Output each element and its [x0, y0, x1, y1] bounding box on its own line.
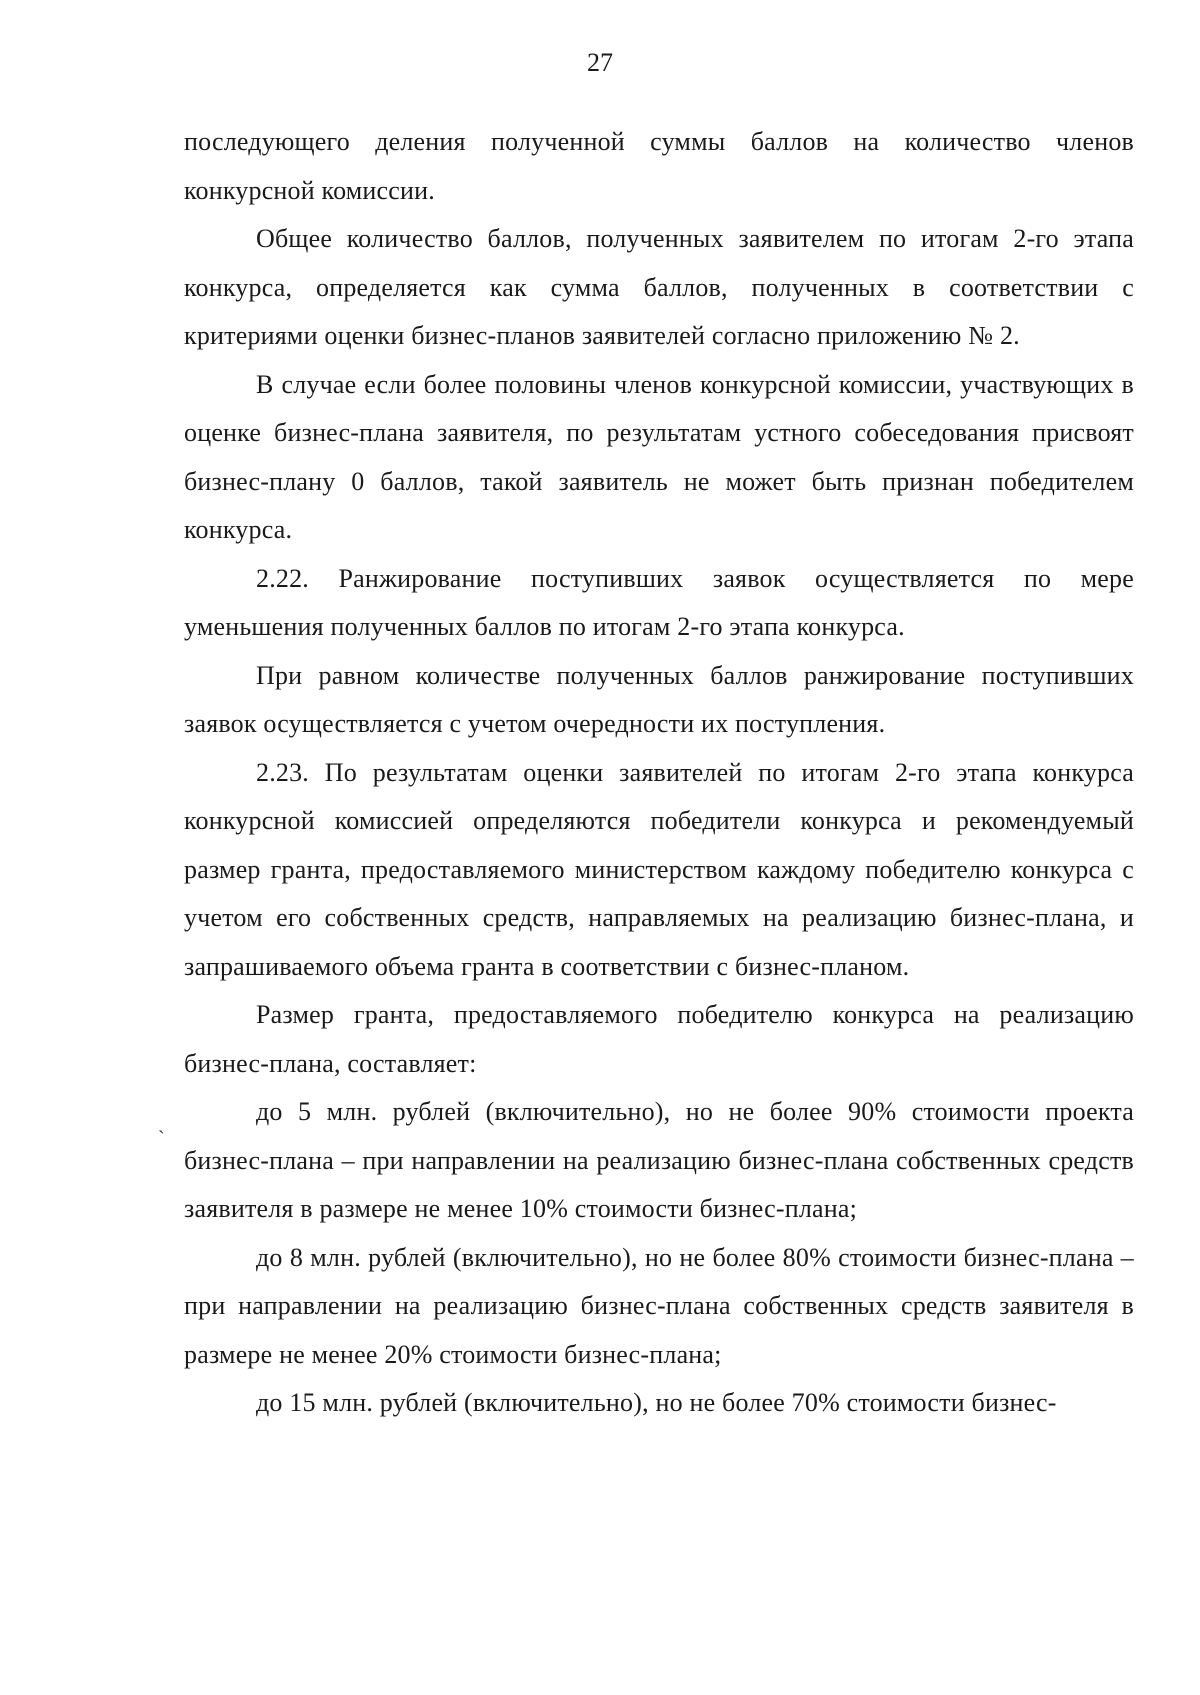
paragraph-7: Размер гранта, предоставляемого победителю конкурса на реализацию бизнес-плана, составляет:	[184, 1000, 1134, 1078]
page-number: 27	[587, 48, 613, 77]
scan-mark: ˏ	[158, 1112, 165, 1134]
paragraph-1: последующего деления полученной суммы баллов на количество членов конкурсной комиссии.	[184, 127, 1134, 205]
paragraph-3: В случае если более половины членов конкурсной комиссии, участвующих в оценке бизнес-плана заявителя, по результатам устного собеседования присвоят бизнес-плану 0 баллов, такой заявитель не может быть признан победителем конкурса.	[184, 369, 1134, 544]
paragraph-4: 2.22. Ранжирование поступивших заявок осуществляется по мере уменьшения полученных баллов по итогам 2-го этапа конкурса.	[184, 563, 1134, 641]
paragraph-9: до 8 млн. рублей (включительно), но не более 80% стоимости бизнес-плана – при направлении на реализацию бизнес-плана собственных средств заявителя в размере не менее 20% стоимости бизнес-плана;	[184, 1242, 1134, 1369]
paragraph-6: 2.23. По результатам оценки заявителей по итогам 2-го этапа конкурса конкурсной комиссией определяются победители конкурса и рекомендуемый размер гранта, предоставляемого министерством каждому победителю конкурса с учетом его собственных средств, направляемых на реализацию бизнес-плана, и запрашиваемого объема гранта в соответствии с бизнес-планом.	[184, 757, 1134, 981]
paragraph-8: до 5 млн. рублей (включительно), но не более 90% стоимости проекта бизнес-плана – при направлении на реализацию бизнес-плана собственных средств заявителя в размере не менее 10% стоимости бизнес-плана;	[184, 1097, 1134, 1223]
paragraph-10: до 15 млн. рублей (включительно), но не более 70% стоимости бизнес-	[256, 1388, 1057, 1417]
paragraph-5: При равном количестве полученных баллов ранжирование поступивших заявок осуществляется с учетом очередности их поступления.	[184, 660, 1134, 738]
document-body	[184, 118, 1134, 1428]
paragraph-2: Общее количество баллов, полученных заявителем по итогам 2-го этапа конкурса, определяется как сумма баллов, полученных в соответствии с критериями оценки бизнес-планов заявителей согласно приложению № 2.	[184, 224, 1134, 350]
